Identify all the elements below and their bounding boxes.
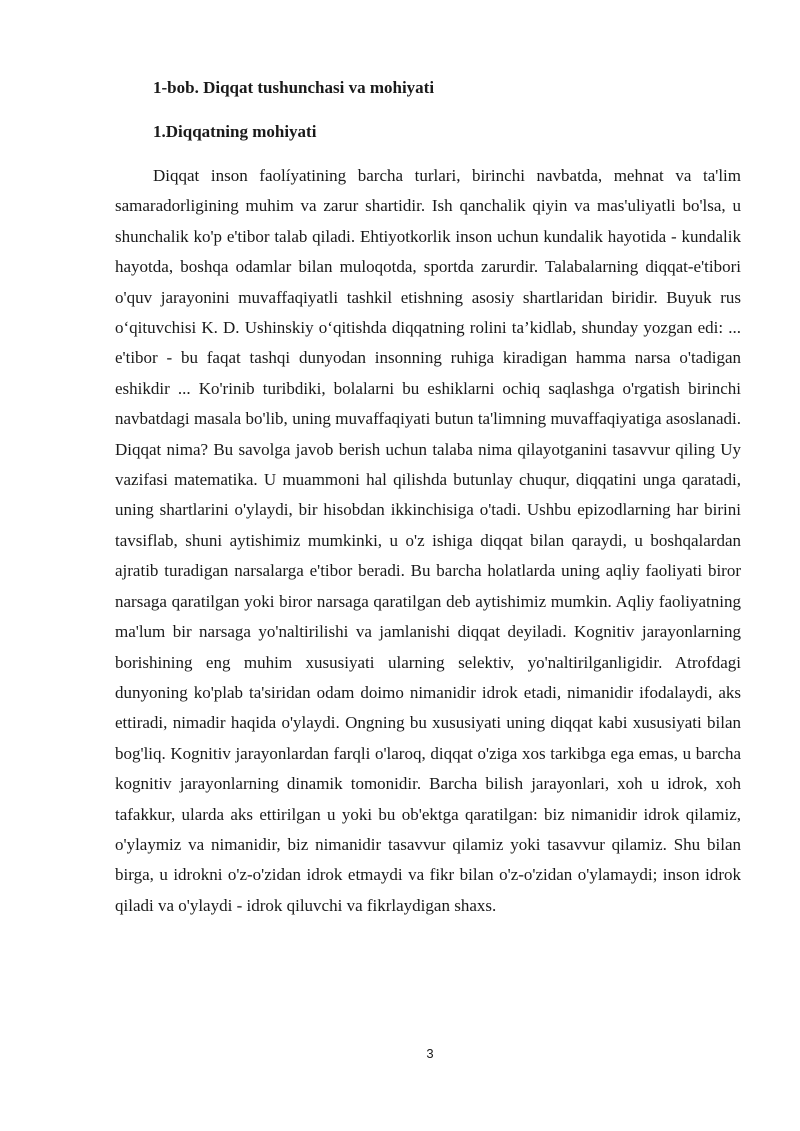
section-title: 1.Diqqatning mohiyati	[153, 122, 317, 141]
page-number: 3	[426, 1046, 434, 1061]
body-paragraph: Diqqat inson faolíyatining barcha turlari, birinchi navbatda, mehnat va ta'lim samaradorligining muhim va zarur shartidir. Ish qanchalik qiyin va mas'uliyatli bo'lsa, u shunchalik ko'p e'tibor talab qiladi. Ehtiyotkorlik inson uchun kundalik hayotida - kundalik hayotda, boshqa odamlar bilan muloqotda, sportda zarurdir. Talabalarning diqqat-e'tibori o'quv jarayonini muvaffaqiyatli tashkil etishning asosiy shartlaridan biridir. Buyuk rus o‘qituvchisi K. D. Ushinskiy o‘qitishda diqqatning rolini ta’kidlab, shunday yozgan edi: ... e'tibor - bu faqat tashqi dunyodan insonning ruhiga kiradigan hamma narsa o'tadigan eshikdir ... Ko'rinib turibdiki, bolalarni bu eshiklarni ochiq saqlashga o'rgatish birinchi navbatdagi masala bo'lib, uning muvaffaqiyati butun ta'limning muvaffaqiyatiga asoslanadi. Diqqat nima? Bu savolga javob berish uchun talaba nima qilayotganini tasavvur qiling Uy vazifasi matematika. U muammoni hal qilishda butunlay chuqur, diqqatini unga qaratadi, uning shartlarini o'ylaydi, bir hisobdan ikkinchisiga o'tadi. Ushbu epizodlarning har birini tavsiflab, shuni aytishimiz mumkinki, u o'z ishiga diqqat bilan qaraydi, u boshqalardan ajratib turadigan narsalarga e'tibor beradi. Bu barcha holatlarda uning aqliy faoliyati biror narsaga qaratilgan yoki biror narsaga qaratilgan deb aytishimiz mumkin. Aqliy faoliyatning ma'lum bir narsaga yo'naltirilishi va jamlanishi diqqat deyiladi. Kognitiv jarayonlarning borishining eng muhim xususiyati ularning selektiv, yo'naltirilganligidir. Atrofdagi dunyoning ko'plab ta'siridan odam doimo nimanidir idrok etadi, nimanidir ifodalaydi, aks ettiradi, nimadir haqida o'ylaydi. Ongning bu xususiyati uning diqqat kabi xususiyati bilan bog'liq. Kognitiv jarayonlardan farqli o'laroq, diqqat o'ziga xos tarkibga ega emas, u barcha kognitiv jarayonlarning dinamik tomonidir. Barcha bilish jarayonlari, xoh u idrok, xoh tafakkur, ularda aks ettirilgan u yoki bu ob'ektga qaratilgan: biz nimanidir idrok qilamiz, o'ylaymiz va nimanidir, biz nimanidir tasavvur qilamiz yoki tasavvur qilamiz. Shu bilan birga, u idrokni o'z-o'zidan idrok etmaydi va fikr bilan o'z-o'zidan o'ylamaydi; inson idrok qiladi va o'ylaydi - idrok qiluvchi va fikrlaydigan shaxs.	[115, 166, 741, 915]
chapter-title: 1-bob. Diqqat tushunchasi va mohiyati	[153, 78, 435, 97]
